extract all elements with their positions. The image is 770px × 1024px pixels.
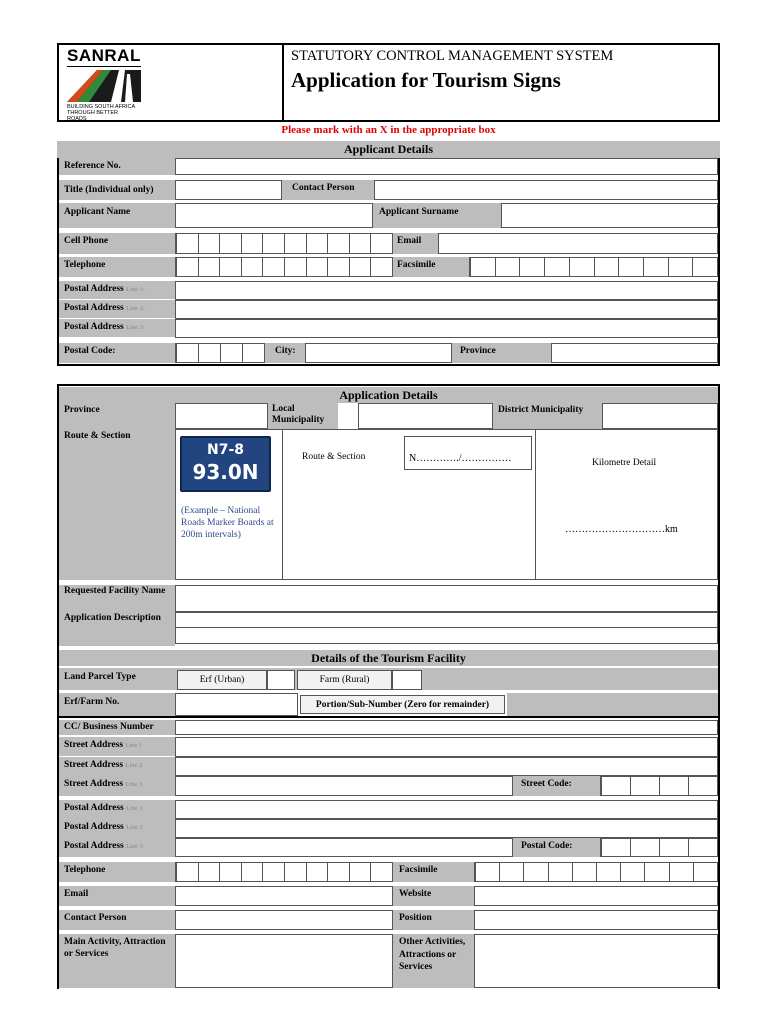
logo-tagline: BUILDING SOUTH AFRICA THROUGH BETTER ROADS <box>67 104 135 122</box>
farm-rural-option[interactable]: Farm (Rural) <box>297 670 392 690</box>
main-activity-label: Main Activity, Attraction or Services <box>59 934 175 988</box>
facsimile-label: Facsimile <box>393 257 469 277</box>
fac-facsimile-field[interactable] <box>474 862 718 882</box>
erf-urban-checkbox[interactable] <box>267 670 295 690</box>
applicant-section-bottom <box>57 364 720 366</box>
fac-postal-code-label: Postal Code: <box>513 838 600 857</box>
contact-person-label: Contact Person <box>282 180 374 200</box>
route-divider-2 <box>535 429 536 580</box>
header-divider <box>282 43 284 122</box>
title-field[interactable] <box>175 180 282 200</box>
fac-facsimile-label: Facsimile <box>393 862 474 882</box>
road-icon <box>67 70 141 102</box>
app-province-field[interactable] <box>175 403 268 429</box>
email-label: Email <box>393 233 438 254</box>
street-address-line2-field[interactable] <box>175 757 718 776</box>
applicant-name-field[interactable] <box>175 203 373 228</box>
contact-person-field[interactable] <box>374 180 718 200</box>
local-municipality-label: Local Municipality <box>268 403 338 429</box>
fac-contact-person-field[interactable] <box>175 910 393 930</box>
title-label: Title (Individual only) <box>59 180 175 200</box>
position-field[interactable] <box>474 910 718 930</box>
form-title: Application for Tourism Signs <box>291 68 561 92</box>
street-code-field[interactable] <box>600 776 718 796</box>
district-municipality-field[interactable] <box>602 403 718 429</box>
postal-address-line1-field[interactable] <box>175 281 718 300</box>
postal-address-line1-label: Postal Address Line 1: <box>59 281 175 299</box>
city-label: City: <box>265 343 305 363</box>
province-field[interactable] <box>551 343 718 363</box>
postal-address-line2-field[interactable] <box>175 300 718 319</box>
postal-address-line3-label: Postal Address Line 3: <box>59 319 175 337</box>
facility-divider <box>57 716 720 718</box>
route-section-inner-label: Route & Section <box>302 452 366 462</box>
cc-business-label: CC/ Business Number <box>59 720 175 735</box>
fac-telephone-field[interactable] <box>175 862 393 882</box>
fac-postal-line2-label: Postal Address Line 2 <box>59 819 175 838</box>
postal-code-field[interactable] <box>175 343 265 363</box>
telephone-label: Telephone <box>59 257 175 277</box>
street-address-line1-field[interactable] <box>175 737 718 757</box>
application-description-field-2[interactable] <box>175 627 718 644</box>
fac-email-label: Email <box>59 886 175 906</box>
position-label: Position <box>393 910 474 930</box>
requested-facility-label: Requested Facility Name <box>59 585 175 612</box>
logo-text: SANRAL <box>67 46 141 65</box>
fac-contact-person-label: Contact Person <box>59 910 175 930</box>
other-activities-label: Other Activities, Attractions or Services <box>393 934 474 988</box>
postal-code-label: Postal Code: <box>59 343 175 363</box>
system-title: STATUTORY CONTROL MANAGEMENT SYSTEM <box>291 48 614 64</box>
km-input[interactable]: …………………………km <box>565 524 678 535</box>
main-activity-field[interactable] <box>175 934 393 988</box>
email-field[interactable] <box>438 233 718 254</box>
route-section-label: Route & Section <box>59 429 175 580</box>
cell-phone-field[interactable] <box>175 233 393 254</box>
application-description-field-1[interactable] <box>175 612 718 628</box>
website-label: Website <box>393 886 474 906</box>
facility-section-title: Details of the Tourism Facility <box>59 650 718 666</box>
province-label: Province <box>452 343 551 363</box>
district-municipality-label: District Municipality <box>493 403 602 429</box>
facsimile-field[interactable] <box>469 257 718 277</box>
erf-urban-option[interactable]: Erf (Urban) <box>177 670 267 690</box>
applicant-surname-field[interactable] <box>501 203 718 228</box>
application-description-label: Application Description <box>59 612 175 646</box>
marker-board-line1: N7-8 <box>206 442 244 458</box>
postal-address-line2-label: Postal Address Line 2: <box>59 300 175 318</box>
kilometre-detail-label: Kilometre Detail <box>592 458 657 468</box>
cell-phone-label: Cell Phone <box>59 233 175 254</box>
sanral-logo <box>67 46 147 122</box>
other-activities-field[interactable] <box>474 934 718 988</box>
route-section-input[interactable]: N…………./…………… <box>404 436 532 470</box>
local-municipality-field[interactable] <box>358 403 493 429</box>
reference-no-label: Reference No. <box>59 158 175 175</box>
requested-facility-field[interactable] <box>175 585 718 612</box>
marker-board <box>180 436 271 492</box>
logo-rule <box>67 66 141 67</box>
fac-postal-line1-field[interactable] <box>175 800 718 819</box>
applicant-name-label: Applicant Name <box>59 203 175 228</box>
postal-address-line3-field[interactable] <box>175 319 718 338</box>
erf-farm-no-field[interactable] <box>175 693 298 716</box>
fac-postal-line3-label: Postal Address Line 3 <box>59 838 175 857</box>
farm-rural-checkbox[interactable] <box>392 670 422 690</box>
route-divider-1 <box>282 429 283 580</box>
street-code-label: Street Code: <box>513 776 600 796</box>
portion-sub-row <box>507 693 718 716</box>
marker-board-line2: 93.0N <box>192 460 259 484</box>
erf-farm-no-label: Erf/Farm No. <box>59 693 175 716</box>
fac-email-field[interactable] <box>175 886 393 906</box>
reference-no-field[interactable] <box>175 158 718 175</box>
applicant-section-title: Applicant Details <box>57 141 720 158</box>
fac-postal-code-field[interactable] <box>600 838 718 857</box>
fac-telephone-label: Telephone <box>59 862 175 882</box>
application-section-title: Application Details <box>59 387 718 403</box>
fac-postal-line3-field[interactable] <box>175 838 513 857</box>
street-address-line2-label: Street Address Line 2 <box>59 757 175 776</box>
fac-postal-line1-label: Postal Address Line 1 <box>59 800 175 819</box>
street-address-line3-field[interactable] <box>175 776 513 796</box>
portion-sub-label: Portion/Sub-Number (Zero for remainder) <box>300 695 505 714</box>
land-parcel-type-label: Land Parcel Type <box>59 668 175 690</box>
instruction-text: Please mark with an X in the appropriate box <box>281 124 496 136</box>
city-field[interactable] <box>305 343 452 363</box>
telephone-field[interactable] <box>175 257 393 277</box>
applicant-surname-label: Applicant Surname <box>373 203 501 228</box>
marker-caption: (Example – National Roads Marker Boards at 200m intervals) <box>181 506 274 540</box>
app-province-label: Province <box>59 403 175 429</box>
street-address-line1-label: Street Address Line 1 <box>59 737 175 756</box>
fac-postal-line2-field[interactable] <box>175 819 718 838</box>
website-field[interactable] <box>474 886 718 906</box>
cc-business-field[interactable] <box>175 720 718 735</box>
street-address-line3-label: Street Address Line 3 <box>59 776 175 796</box>
